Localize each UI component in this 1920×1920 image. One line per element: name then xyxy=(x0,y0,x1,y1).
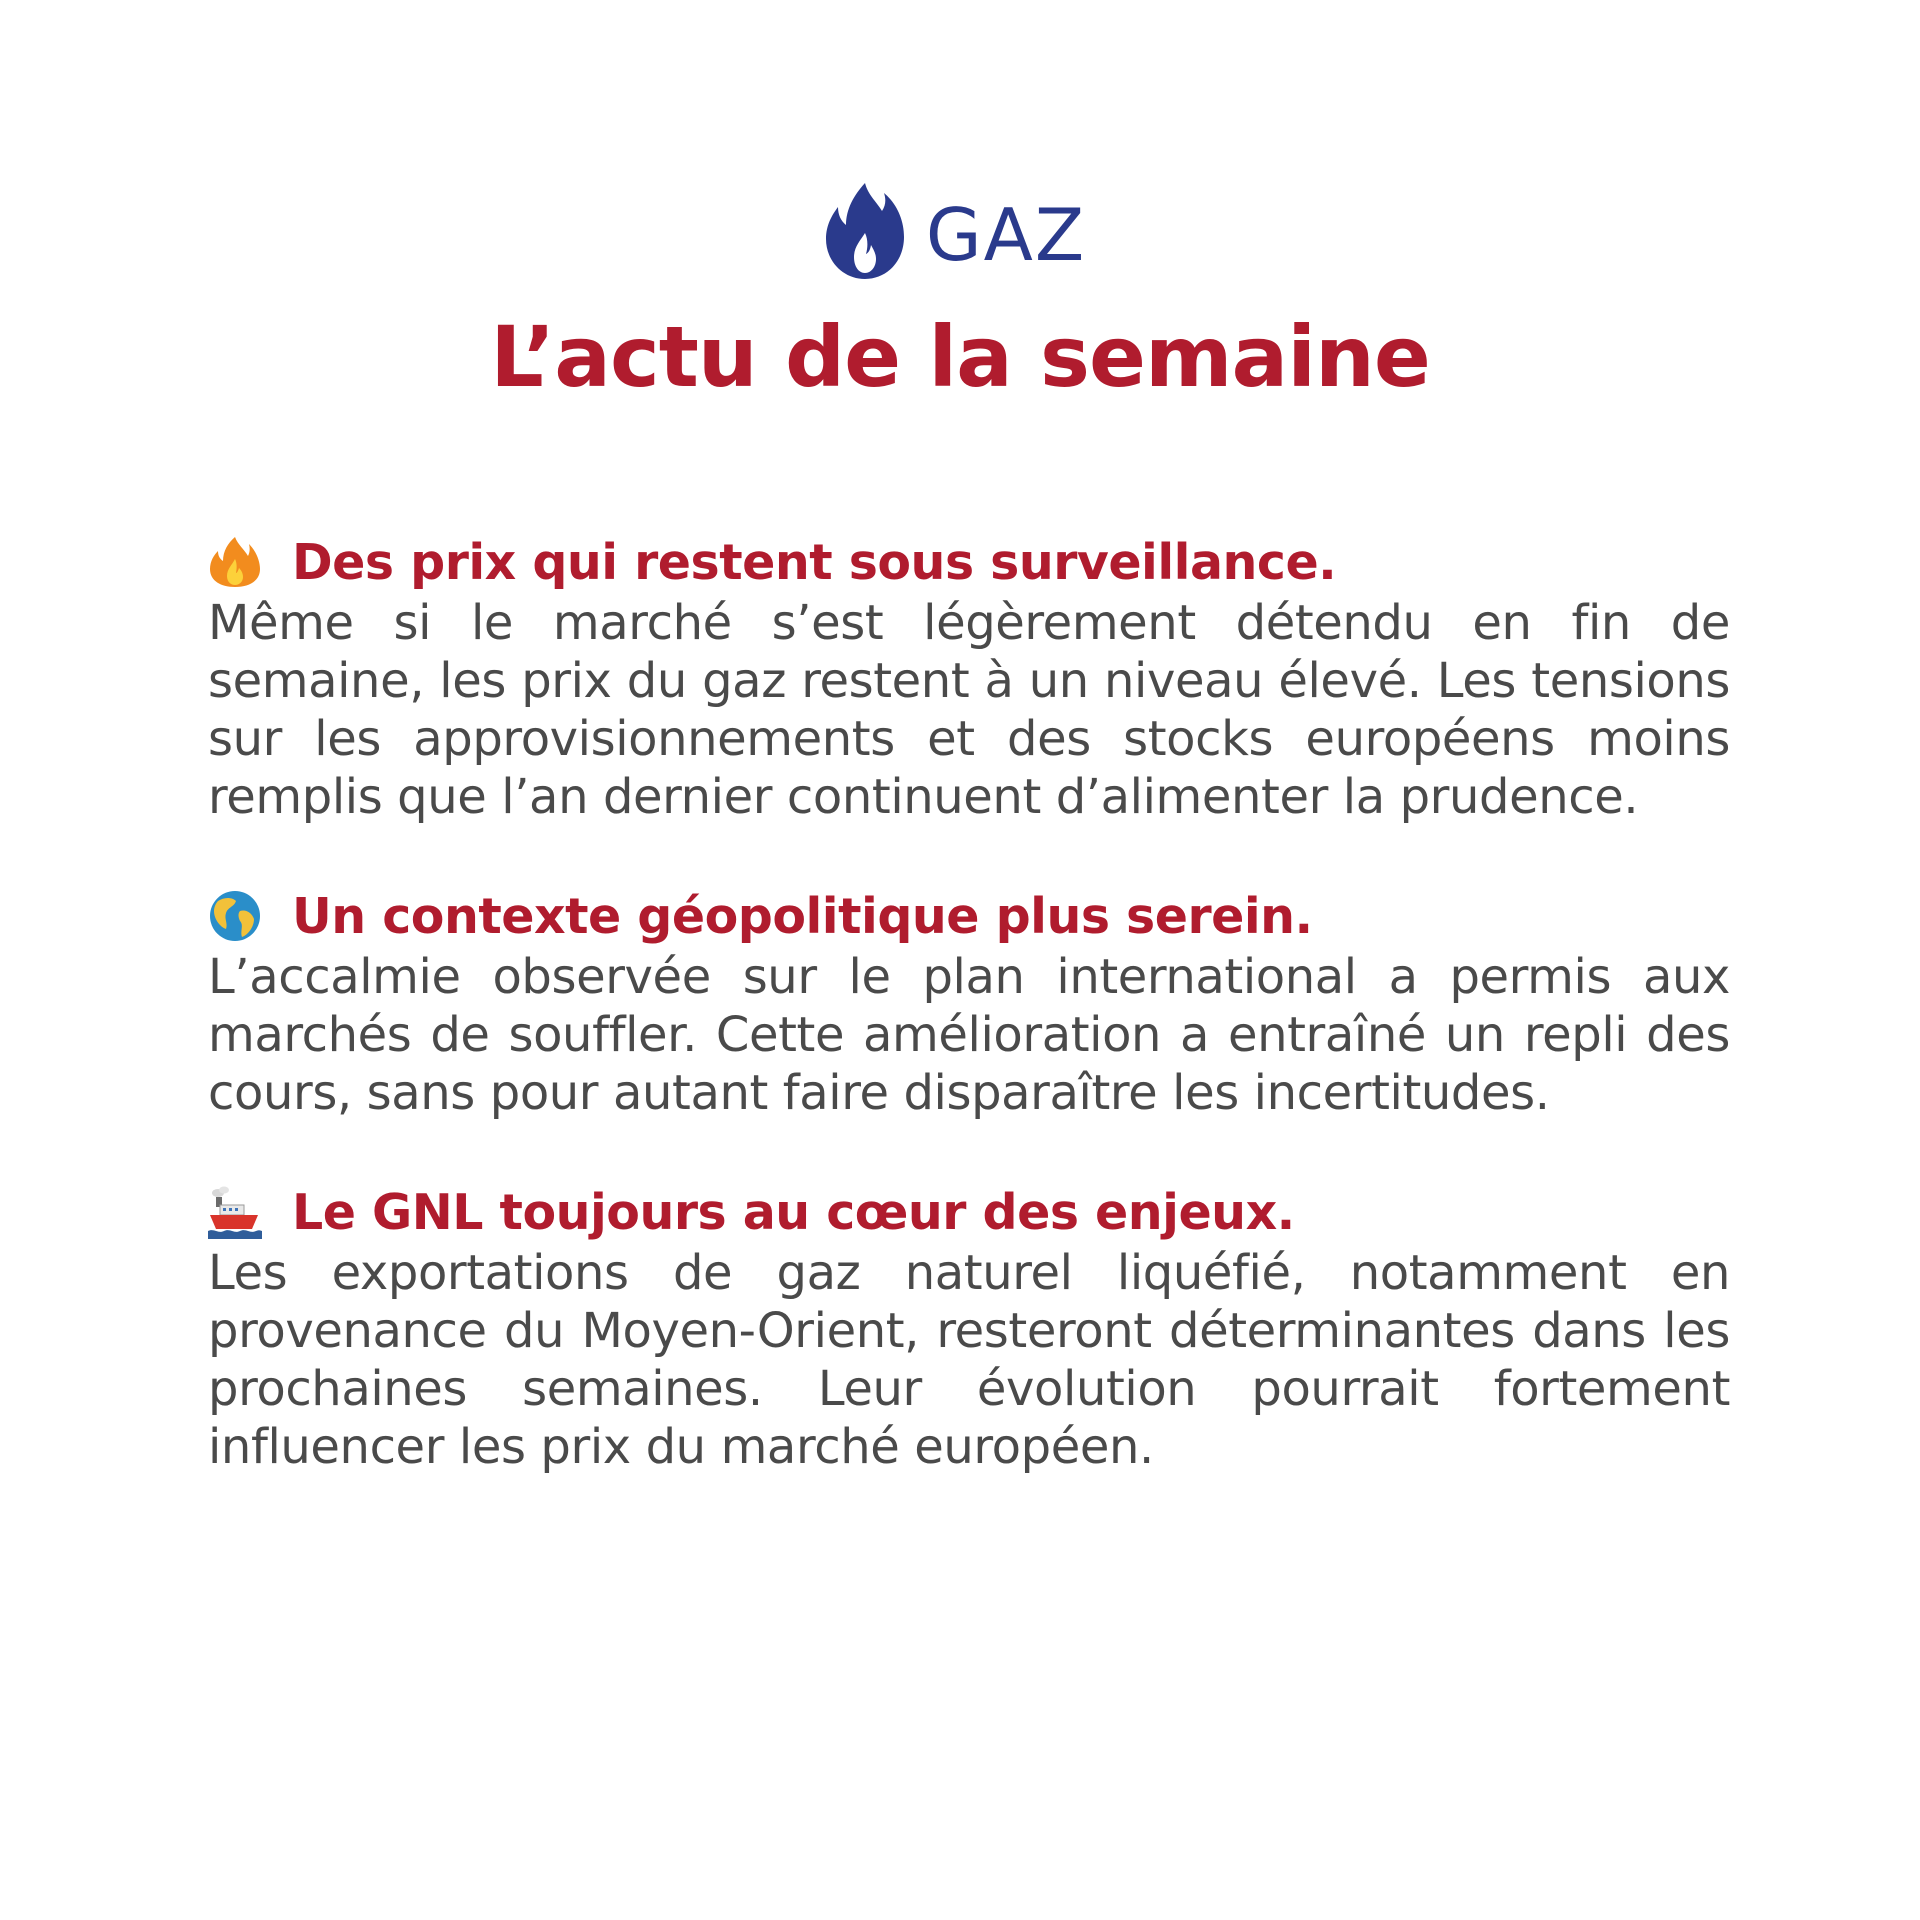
news-item-heading xyxy=(208,1180,1730,1244)
ship-icon xyxy=(208,1185,262,1239)
news-list xyxy=(208,530,1730,1534)
page-title: L’actu de la semaine xyxy=(490,308,1430,406)
globe-icon xyxy=(208,889,262,943)
news-item-heading xyxy=(208,884,1730,948)
brand-label: GAZ xyxy=(925,192,1087,277)
news-item-heading xyxy=(208,530,1730,594)
brand xyxy=(824,178,1086,283)
fire-emoji-icon xyxy=(208,535,262,589)
news-item-title: Un contexte géopolitique plus serein. xyxy=(292,887,1313,945)
page-header xyxy=(0,178,1920,406)
news-item-geopolitics xyxy=(208,884,1730,1122)
news-item-lng xyxy=(208,1180,1730,1476)
news-item-title: Le GNL toujours au cœur des enjeux. xyxy=(292,1183,1295,1241)
news-item-body: Même si le marché s’est légèrement détendu en fin de semaine, les prix du gaz restent à un niveau élevé. Les tensions sur les approvisionnements et des stocks européens moins remplis que l’an dernier continuent d’alimenter la prudence. xyxy=(208,595,1730,825)
news-item-prices xyxy=(208,530,1730,826)
news-item-body: Les exportations de gaz naturel liquéfié, notamment en provenance du Moyen-Orient, resteront déterminantes dans les prochaines semaines. Leur évolution pourrait fortement influencer les prix du marché européen. xyxy=(208,1245,1730,1475)
news-item-title: Des prix qui restent sous surveillance. xyxy=(292,533,1337,591)
flame-icon xyxy=(824,181,906,281)
news-item-body: L’accalmie observée sur le plan international a permis aux marchés de souffler. Cette amélioration a entraîné un repli des cours, sans pour autant faire disparaître les incertitudes. xyxy=(208,949,1730,1121)
